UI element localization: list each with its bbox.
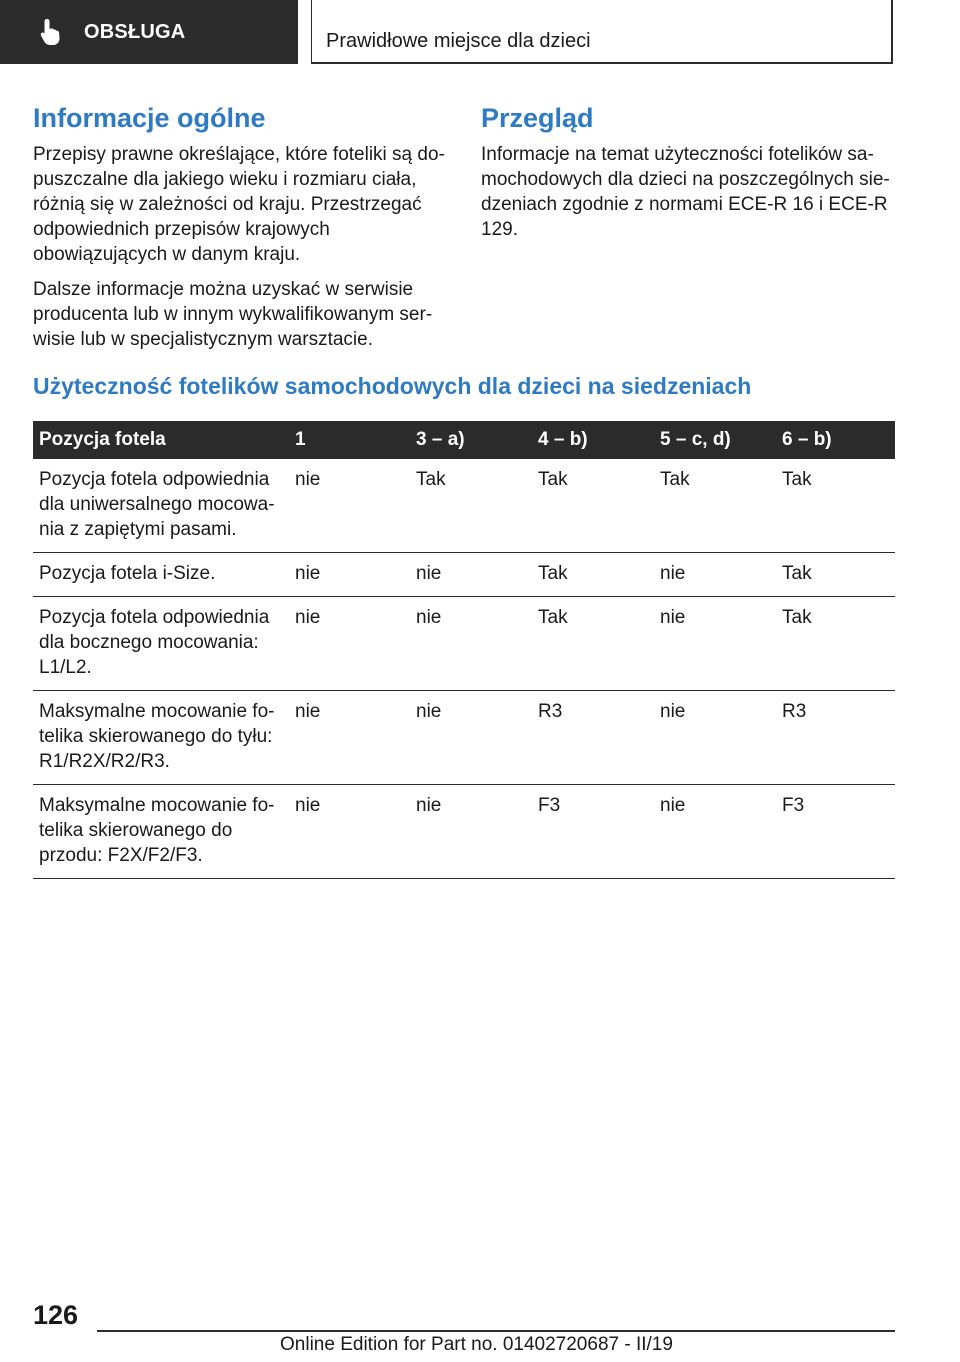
table-title: Użyteczność fotelików samochodowych dla dzieci na siedzeniach — [33, 373, 752, 399]
section-tab — [0, 0, 298, 64]
table-cell: Tak — [532, 459, 654, 553]
overview-title: Przegląd — [481, 103, 594, 133]
table-cell: R3 — [776, 691, 895, 785]
header-cell: 4 – b) — [532, 421, 654, 459]
general-info-paragraph-1: Przepisy prawne określające, które foteliki są dopuszczalne dla jakiego wieku i rozmiaru ciała, różnią się w zależności od kraju. Przestrzegać odpowiednich przepisów krajowych obowiązujących w danym kraju. — [33, 144, 445, 265]
footer-edition: Online Edition for Part no. 01402720687 - II/19 — [280, 1334, 673, 1355]
header-cell: 6 – b) — [776, 421, 895, 459]
table-cell: Tak — [654, 459, 776, 553]
table-row — [33, 785, 895, 879]
header-cell: 5 – c, d) — [654, 421, 776, 459]
table-cell: nie — [410, 691, 532, 785]
hand-pointer-icon — [38, 17, 64, 47]
table-cell: nie — [410, 597, 532, 691]
table-cell: nie — [654, 691, 776, 785]
seat-usability-table — [33, 421, 895, 879]
table-cell: Maksymalne mocowanie fotelika skierowanego do tyłu: R1/R2X/R2/R3. — [33, 691, 289, 785]
page-number: 126 — [33, 1300, 79, 1330]
table-cell: nie — [654, 597, 776, 691]
footer-divider — [97, 1330, 895, 1332]
table-row — [33, 459, 895, 553]
general-info-title: Informacje ogólne — [33, 103, 266, 133]
table-cell: nie — [289, 553, 410, 597]
breadcrumb: Prawidłowe miejsce dla dzieci — [326, 30, 591, 52]
table-cell: nie — [654, 553, 776, 597]
table-cell: Tak — [776, 597, 895, 691]
table-cell: Tak — [410, 459, 532, 553]
table-cell: F3 — [776, 785, 895, 879]
breadcrumb-box — [311, 0, 893, 64]
header-cell: 3 – a) — [410, 421, 532, 459]
table-cell: Tak — [776, 553, 895, 597]
table-cell: nie — [654, 785, 776, 879]
header-cell: 1 — [289, 421, 410, 459]
overview-paragraph: Informacje na temat użyteczności fotelików samochodowych dla dzieci na poszczególnych siedzeniach zgodnie z normami ECE-R 16 i ECE-R 129. — [481, 144, 890, 240]
table-cell: Tak — [532, 597, 654, 691]
table-row — [33, 553, 895, 597]
table-cell: Tak — [532, 553, 654, 597]
table-cell: nie — [289, 597, 410, 691]
table-row — [33, 597, 895, 691]
table-cell: nie — [289, 459, 410, 553]
table-header-row — [33, 421, 895, 459]
table-cell: Tak — [776, 459, 895, 553]
table-cell: R3 — [532, 691, 654, 785]
table-row — [33, 691, 895, 785]
table-cell: nie — [289, 785, 410, 879]
table-cell: nie — [410, 553, 532, 597]
table-cell: Pozycja fotela odpowiednia dla bocznego mocowania: L1/L2. — [33, 597, 289, 691]
general-info-section — [33, 103, 453, 352]
table-cell: Pozycja fotela odpowiednia dla uniwersalnego mocowania z zapiętymi pasami. — [33, 459, 289, 553]
table-cell: Pozycja fotela i-Size. — [33, 553, 289, 597]
table-cell: F3 — [532, 785, 654, 879]
header-cell: Pozycja fotela — [33, 421, 289, 459]
table-cell: nie — [289, 691, 410, 785]
general-info-paragraph-2: Dalsze informacje można uzyskać w serwisie producenta lub w innym wykwalifikowanym serwisie lub w specjalistycznym warsztacie. — [33, 279, 433, 350]
table-cell: Maksymalne mocowanie fotelika skierowanego do przodu: F2X/F2/F3. — [33, 785, 289, 879]
table-cell: nie — [410, 785, 532, 879]
overview-section — [481, 103, 896, 242]
section-title: OBSŁUGA — [84, 20, 186, 43]
